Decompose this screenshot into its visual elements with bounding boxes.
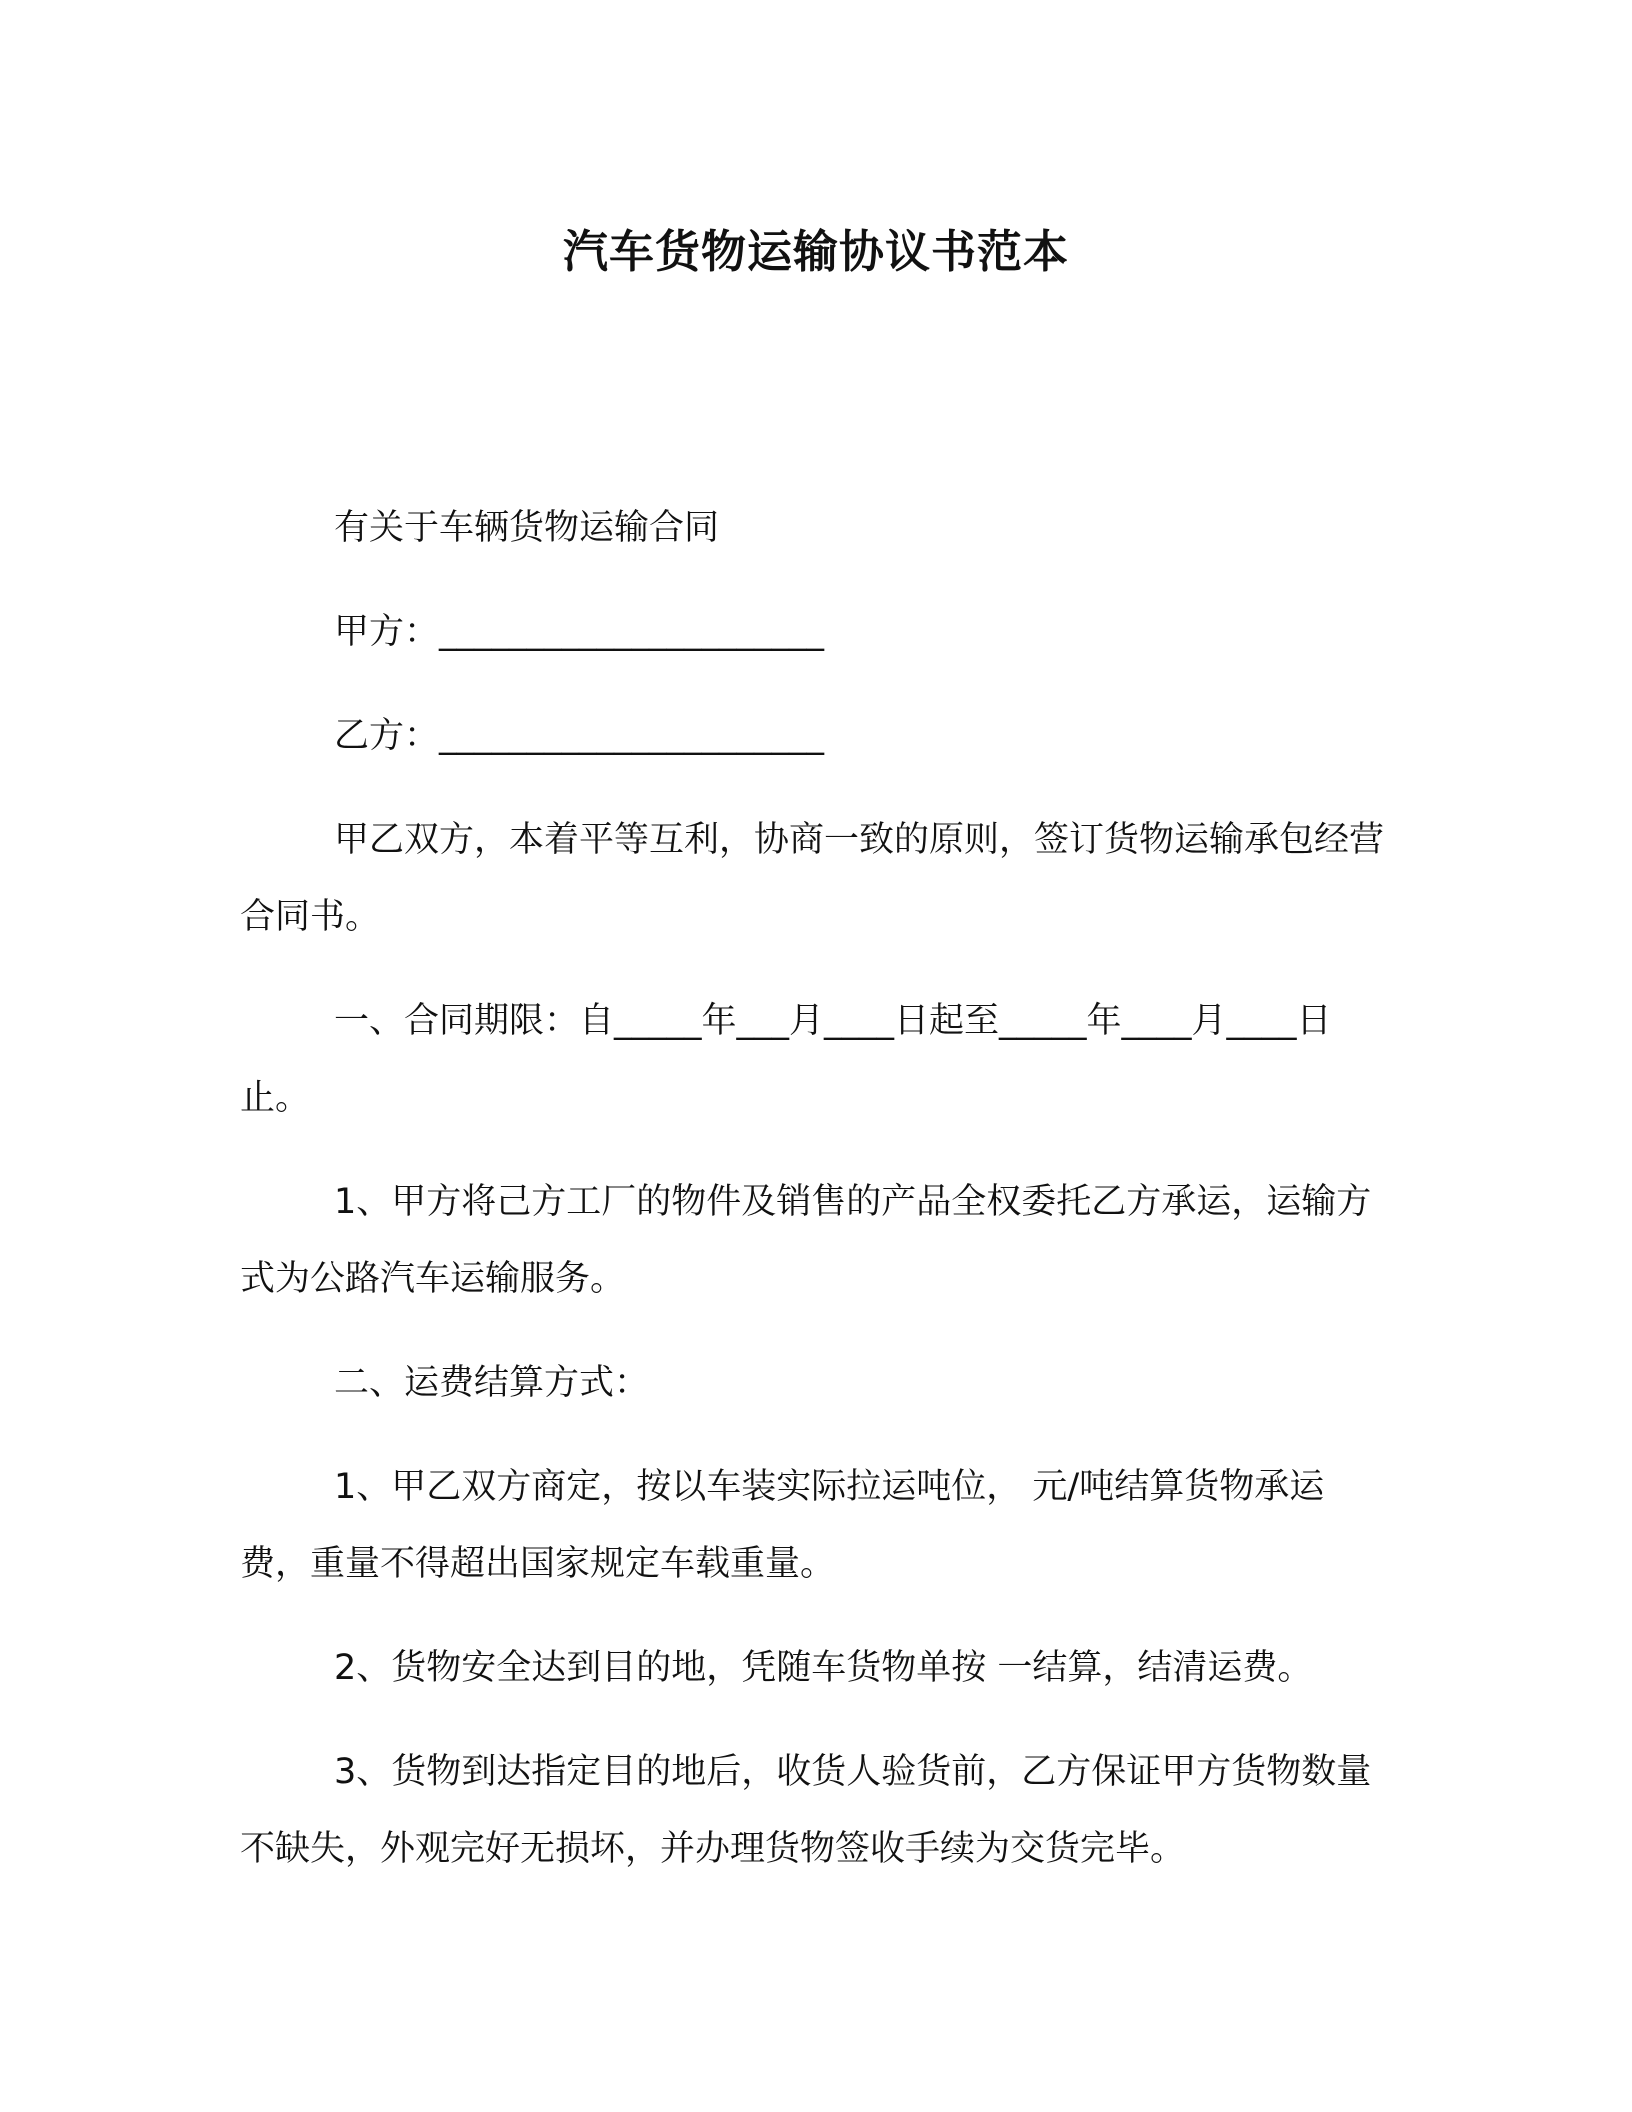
party-b-line: 乙方：______________________ bbox=[334, 716, 825, 756]
preamble-paragraph: 甲乙双方，本着平等互利，协商一致的原则，签订货物运输承包经营合同书。 bbox=[240, 820, 1385, 937]
document-body bbox=[240, 490, 1392, 1915]
party-a-line: 甲方：______________________ bbox=[334, 612, 825, 652]
contract-term-paragraph: 一、合同期限：自_____年___月____日起至_____年____月____日止。 bbox=[240, 1001, 1332, 1118]
clause-2-2-paragraph: 2、货物安全达到目的地，凭随车货物单按 一结算，结清运费。 bbox=[334, 1648, 1313, 1688]
clause-2-3-paragraph: 3、货物到达指定目的地后，收货人验货前，乙方保证甲方货物数量不缺失，外观完好无损坏，并办理货物签收手续为交货完毕。 bbox=[240, 1752, 1372, 1869]
section-2-heading: 二、运费结算方式： bbox=[334, 1363, 650, 1403]
contract-heading: 有关于车辆货物运输合同 bbox=[334, 508, 720, 548]
clause-2-1-paragraph: 1、甲乙双方商定，按以车装实际拉运吨位， 元/吨结算货物承运费，重量不得超出国家规定车载重量。 bbox=[240, 1467, 1325, 1584]
clause-1-1-paragraph: 1、甲方将己方工厂的物件及销售的产品全权委托乙方承运，运输方式为公路汽车运输服务。 bbox=[240, 1182, 1372, 1299]
document-title: 汽车货物运输协议书范本 bbox=[562, 225, 1069, 278]
